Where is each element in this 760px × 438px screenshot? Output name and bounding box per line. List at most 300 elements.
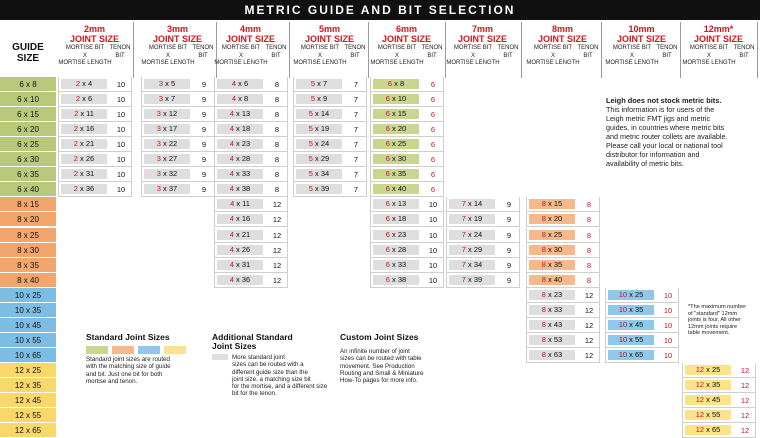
tenon-label [265,45,287,60]
joint-cell [370,92,444,107]
guide-size-cell: 8 x 30 [0,243,56,258]
mortise-length: x 63 [545,349,563,359]
bit-size: 6 [387,79,393,88]
joint-cell [141,122,215,137]
bit-size: 6 [385,154,390,164]
guide-size-cell: 10 x 55 [0,333,56,348]
mortise-length: x 38 [389,274,407,284]
bit-size: 4 [229,259,234,269]
tenon-bit-value: 9 [201,155,207,165]
bit-size: 4 [229,169,234,179]
joint-cell [446,228,520,243]
tenon-bit-value: 6 [430,110,436,120]
header-2mm [56,22,134,78]
tenon-label-line: BIT [350,52,360,59]
tenon-bit-value: 10 [663,320,673,330]
guide-size-cell: 12 x 45 [0,393,56,408]
bit-size: 6 [385,244,390,254]
bit-size: 5 [310,79,316,88]
tenon-label-line: BIT [115,52,125,59]
tenon-bit-value: 8 [586,275,592,285]
joint-cell [446,273,520,288]
tenon-label-line: BIT [503,52,513,59]
joint-cell [605,333,679,348]
mortise-length: x 30 [545,244,563,254]
custom-body-line: movement. See Production [340,362,415,370]
tenon-bit-value: 6 [430,80,436,89]
mortise-bit-value [217,79,263,89]
bit-size: 5 [308,154,313,164]
joint-cell [526,333,600,348]
mortise-length: x 30 [389,154,407,164]
guide-header-line-2: SIZE [16,53,40,64]
mortise-bit-value [529,290,575,300]
mortise-label-line: X [317,52,322,59]
bit-size: 8 [541,304,546,314]
mortise-length: x 37 [160,184,178,194]
mortise-bit-value [217,275,263,285]
tenon-bit-value: 12 [272,200,282,210]
mortise-length: x 65 [627,349,644,359]
mortise-length: x 33 [545,304,563,314]
bit-size: 8 [541,289,546,299]
mortise-label-line: MORTISE LENGTH [446,60,500,66]
tenon-bit-value: 7 [353,95,359,105]
mortise-label [214,45,268,68]
joint-cell [682,393,756,408]
header-12mm [680,22,758,78]
bit-size: 4 [230,199,235,209]
tenon-bit-value: 7 [353,185,359,195]
mortise-length: x 55 [627,334,644,344]
mortise-bit-value [217,230,263,240]
guide-size-cell: 10 x 45 [0,318,56,333]
mortise-bit-value [61,139,107,149]
metric-note-line: and metric router collets are available. [606,132,728,141]
tenon-bit-value: 10 [116,125,126,135]
joint-cell [214,182,288,197]
bit-size: 8 [541,214,546,224]
bit-size: 8 [541,244,546,254]
tenon-bit-value: 6 [430,170,436,180]
guide-size-cell: 8 x 15 [0,197,56,212]
mortise-bit-value [61,154,107,164]
bit-size: 5 [310,94,316,104]
bit-size: 7 [461,229,466,239]
tenon-bit-value: 7 [353,125,359,135]
tenon-bit-value: 10 [428,245,438,255]
page-title: METRIC GUIDE AND BIT SELECTION [0,0,760,20]
tenon-bit-value: 8 [586,200,592,210]
additional-body [212,354,336,398]
bit-size: 3 [156,109,161,119]
bit-size: 3 [156,139,161,149]
mortise-label-line: MORTISE BIT [533,45,573,51]
tenon-bit-value: 12 [272,260,282,270]
standard-swatch [86,346,108,354]
tenon-bit-value: 10 [428,230,438,240]
tenon-bit-value: 9 [506,230,512,240]
mortise-length: x 8 [392,79,405,88]
mortise-bit-value [144,94,190,104]
mortise-label-line: MORTISE BIT [65,45,105,51]
mortise-bit-value [144,169,190,179]
guide-size-cell: 12 x 35 [0,378,56,393]
mortise-length: x 28 [389,244,407,254]
joint-cell [370,137,444,152]
joint-cell [293,167,367,182]
mortise-bit-value [685,365,731,375]
mortise-bit-value [373,169,419,179]
mortise-length: x 29 [465,244,483,254]
tenon-label-line: BIT [198,52,208,59]
additional-body-line: different guide size than the [232,368,308,376]
joint-cell [293,152,367,167]
joint-cell [141,137,215,152]
joint-cell [370,258,444,273]
mortise-length: x 31 [233,259,251,269]
mortise-bit-value [61,124,107,134]
bit-size: 6 [385,109,390,119]
header-size-label: 5mm [318,24,340,34]
mortise-bit-value [529,245,575,255]
header-5mm [291,22,369,78]
mortise-length: x 32 [160,169,178,179]
tenon-bit-value: 8 [274,170,280,180]
joint-cell [58,122,132,137]
bit-size: 4 [229,154,234,164]
tenon-label [733,45,755,60]
bit-size: 6 [385,169,390,179]
header-joint-label: JOINT SIZE [152,34,202,44]
joint-cell [214,167,288,182]
mortise-length: x 16 [233,214,251,224]
bit-size: 6 [385,184,390,194]
tenon-bit-value: 8 [274,95,280,105]
bit-size: 2 [73,169,78,179]
mortise-bit-value [61,79,107,89]
tenon-bit-value: 12 [584,335,594,345]
tenon-bit-value: 12 [740,411,750,421]
mortise-length: x 12 [160,109,178,119]
tenon-bit-value: 9 [506,275,512,285]
metric-note-heading: Leigh does not stock metric bits. [606,96,722,105]
tenon-label [656,45,678,60]
joint-cell [214,228,288,243]
mortise-length: x 25 [389,139,407,149]
additional-body-line: for the mortise, and a different size [232,383,328,391]
joint-cell [446,258,520,273]
tenon-bit-value: 10 [116,140,126,150]
tenon-bit-value: 9 [201,125,207,135]
mortise-length: x 19 [312,124,330,134]
joint-cell [605,348,679,363]
bit-size: 8 [541,199,546,209]
mortise-bit-value [217,169,263,179]
bit-size: 6 [385,94,390,104]
mortise-bit-value [296,154,342,164]
bit-size: 4 [229,229,234,239]
joint-cell [58,77,132,92]
joint-cell [58,137,132,152]
tenon-bit-value: 10 [428,260,438,270]
tenon-bit-value: 8 [274,110,280,120]
mortise-bit-value [685,425,731,435]
joint-cell [526,243,600,258]
mortise-length: x 13 [233,109,251,119]
joint-cell [141,77,215,92]
mortise-label [141,45,195,68]
tenon-bit-value: 9 [506,200,512,210]
tenon-bit-value: 12 [584,290,594,300]
joint-cell [446,243,520,258]
joint-cell [58,107,132,122]
mortise-length: x 55 [704,410,721,420]
metric-note-line: Please call your local or national tool [606,141,723,150]
header-joint-label: JOINT SIZE [457,34,507,44]
joint-cell [370,182,444,197]
mortise-label-line: MORTISE LENGTH [605,60,659,66]
tenon-bit-value: 10 [428,275,438,285]
mortise-label [293,45,347,68]
tenon-label-line: TENON [265,45,287,51]
mortise-bit-value [296,94,342,104]
custom-body-line: An infinite number of joint [340,348,410,355]
joint-cell [370,152,444,167]
mortise-bit-value [61,169,107,179]
bit-size: 2 [73,154,78,164]
tenon-bit-value: 10 [116,80,126,89]
tenon-label-line: BIT [583,52,593,59]
bit-size: 8 [541,349,546,359]
tenon-bit-value: 6 [430,140,436,150]
bit-size: 8 [541,334,546,344]
bit-size: 4 [229,139,234,149]
mortise-bit-value [608,320,654,330]
mortise-label-line: MORTISE LENGTH [141,60,195,66]
custom-body-line: How-To pages for more info. [340,377,418,385]
bit-size: 4 [229,274,234,284]
mortise-bit-value [373,154,419,164]
mortise-length: x 23 [389,229,407,239]
guide-size-cell: 10 x 25 [0,288,56,303]
mortise-label [446,45,500,68]
mortise-bit-value [217,109,263,119]
joint-cell [682,408,756,423]
bit-size: 7 [461,199,466,209]
joint-cell [214,122,288,137]
bit-size: 7 [461,274,466,284]
mortise-bit-value [373,230,419,240]
joint-cell [214,273,288,288]
guide-size-cell: 6 x 35 [0,167,56,182]
mortise-bit-value [296,124,342,134]
tenon-bit-value: 10 [663,350,673,360]
standard-body-line: and bit. Just one bit for both [86,370,163,378]
mortise-length: x 29 [312,154,330,164]
joint-cell [526,318,600,333]
mortise-length: x 27 [160,154,178,164]
mortise-length: x 9 [315,94,328,104]
joint-cell [214,92,288,107]
guide-size-cell: 6 x 8 [0,77,56,92]
mortise-length: x 25 [545,229,563,239]
mortise-length: x 39 [312,184,330,194]
tenon-bit-value: 8 [586,230,592,240]
guide-size-cell: 6 x 15 [0,107,56,122]
bit-size: 2 [75,94,81,104]
mortise-bit-value [529,350,575,360]
joint-cell [682,378,756,393]
guide-size-cell: 6 x 30 [0,152,56,167]
bit-size: 6 [385,229,390,239]
mortise-bit-value [608,305,654,315]
guide-size-cell: 6 x 20 [0,122,56,137]
bit-size: 7 [461,259,466,269]
mortise-label-line: MORTISE BIT [612,45,652,51]
tenon-bit-value: 8 [586,215,592,225]
joint-cell [293,137,367,152]
joint-cell [214,137,288,152]
bit-size: 4 [229,124,234,134]
bit-size: 2 [73,139,78,149]
mortise-length: x 38 [233,184,251,194]
tenon-bit-value: 6 [430,125,436,135]
bit-size: 2 [75,79,81,88]
mortise-length: x 35 [389,169,407,179]
mortise-length: x 33 [233,169,251,179]
bit-size: 5 [308,109,313,119]
mortise-label [605,45,659,68]
joint-cell [370,243,444,258]
tenon-label-line: TENON [109,45,131,51]
joint-cell [605,288,679,303]
header-size-label: 8mm [551,24,573,34]
mortise-length: x 34 [312,169,330,179]
mortise-bit-value [144,109,190,119]
mortise-label-line: MORTISE BIT [377,45,417,51]
bit-size: 8 [541,229,546,239]
joint-cell [141,182,215,197]
mortise-bit-value [373,260,419,270]
header-size-label: 2mm [83,24,105,34]
tenon-bit-value: 9 [201,185,207,195]
mortise-bit-value [144,79,190,89]
bit-size: 3 [158,79,164,88]
mortise-length: x 39 [465,274,483,284]
tenon-label [497,45,519,60]
mortise-label [526,45,580,68]
joint-cell [141,152,215,167]
mortise-length: x 21 [77,139,95,149]
tenon-bit-value: 10 [116,110,126,120]
mortise-length: x 21 [233,229,251,239]
footnote-line: *The maximum number [688,304,747,310]
bit-size: 2 [73,124,78,134]
joint-cell [141,92,215,107]
mortise-bit-value [373,199,419,209]
tenon-label-line: BIT [662,52,672,59]
mortise-length: x 6 [236,79,249,88]
bit-size: 12 [695,380,705,389]
tenon-bit-value: 10 [663,290,673,300]
bit-size: 3 [156,124,161,134]
mortise-label-line: X [550,52,555,59]
joint-cell [58,152,132,167]
guide-header-line-1: GUIDE [12,42,44,53]
mortise-label-line: MORTISE LENGTH [526,60,580,66]
mortise-label-line: MORTISE LENGTH [293,60,347,66]
bit-size: 6 [385,259,390,269]
header-7mm [444,22,522,78]
tenon-label-line: BIT [271,52,281,59]
mortise-bit-value [449,260,495,270]
mortise-bit-value [685,395,731,405]
mortise-length: x 33 [389,259,407,269]
mortise-bit-value [144,139,190,149]
mortise-length: x 18 [233,124,251,134]
tenon-bit-value: 12 [584,320,594,330]
bit-size: 5 [308,169,313,179]
mortise-label-line: X [470,52,475,59]
mortise-length: x 4 [80,79,93,88]
joint-cell [370,77,444,92]
mortise-bit-value [529,230,575,240]
mortise-length: x 25 [627,289,644,299]
bit-size: 4 [231,94,237,104]
bit-size: 5 [308,184,313,194]
mortise-bit-value [144,124,190,134]
bit-size: 6 [385,139,390,149]
mortise-bit-value [373,79,419,89]
mortise-bit-value [217,245,263,255]
mortise-bit-value [217,139,263,149]
footnote-line: table movement. [688,330,730,337]
bit-size: 4 [231,79,237,88]
joint-cell [370,122,444,137]
mortise-bit-value [608,350,654,360]
tenon-bit-value: 9 [201,140,207,150]
mortise-label-line: MORTISE BIT [453,45,493,51]
tenon-bit-value: 12 [272,230,282,240]
tenon-bit-value: 9 [201,80,207,89]
joint-cell [370,167,444,182]
tenon-bit-value: 10 [116,170,126,180]
bit-size: 2 [73,184,78,194]
mortise-label-line: MORTISE LENGTH [682,60,736,66]
bit-size: 6 [385,199,390,209]
tenon-bit-value: 8 [586,245,592,255]
bit-size: 4 [229,244,234,254]
bit-size: 3 [156,184,161,194]
mortise-bit-value [685,380,731,390]
mortise-length: x 34 [465,259,483,269]
tenon-label-line: BIT [739,52,749,59]
bit-size: 7 [461,214,466,224]
mortise-length: x 7 [163,94,176,104]
joint-cell [526,258,600,273]
joint-cell [58,92,132,107]
header-8mm [524,22,602,78]
standard-heading: Standard Joint Sizes [86,332,170,342]
mortise-bit-value [61,184,107,194]
custom-body-line: Routing and Small & Miniature [340,369,424,377]
tenon-bit-value: 10 [116,185,126,195]
bit-size: 2 [74,109,79,119]
additional-heading [212,333,322,351]
tenon-label [192,45,214,60]
tenon-label-line: TENON [192,45,214,51]
